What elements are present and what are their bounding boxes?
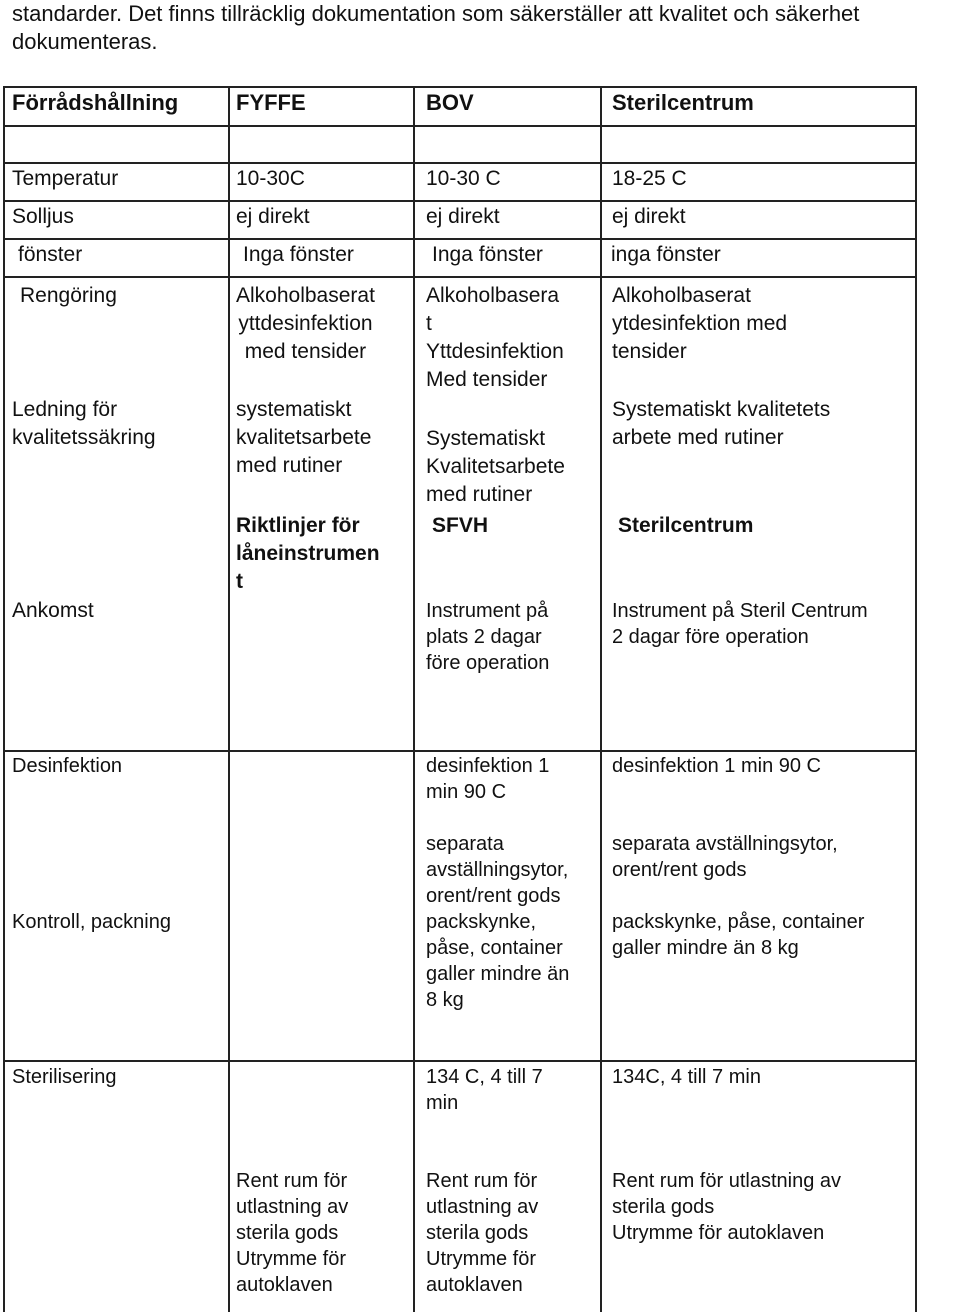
cell-sterilisering-bov: 134 C, 4 till 7 min bbox=[426, 1066, 543, 1114]
header-bov: BOV bbox=[426, 90, 474, 115]
row-label-ledning: Ledning för kvalitetssäkring bbox=[12, 398, 156, 449]
cell-fonster-steril: inga fönster bbox=[611, 243, 721, 266]
header-forradshallning: Förrådshållning bbox=[12, 90, 179, 115]
row-label-ankomst: Ankomst bbox=[12, 599, 94, 622]
header-fyffe: FYFFE bbox=[236, 90, 306, 115]
header-sterilcentrum: Sterilcentrum bbox=[612, 90, 754, 115]
cell-sfvh-bov: SFVH bbox=[432, 514, 489, 537]
cell-rum-steril: Rent rum för utlastning av sterila gods Utrymme för autoklaven bbox=[612, 1170, 841, 1244]
cell-rum-fyffe: Rent rum för utlastning av sterila gods Utrymme för autoklaven bbox=[236, 1170, 349, 1296]
cell-rengoring-bov: Alkoholbasera t Yttdesinfektion Med tensider bbox=[426, 284, 564, 391]
cell-rengoring-steril: Alkoholbaserat ytdesinfektion med tensider bbox=[612, 284, 788, 363]
cell-kontroll-bov: separata avställningsytor, orent/rent gods packskynke, påse, container galler mindre än 8 kg bbox=[426, 833, 570, 1011]
row-label-desinfektion: Desinfektion bbox=[12, 755, 123, 777]
cell-desinfektion-steril: desinfektion 1 min 90 C bbox=[612, 755, 822, 777]
cell-temperatur-bov: 10-30 C bbox=[426, 167, 501, 190]
cell-ledning-steril: Systematiskt kvalitetets arbete med rutiner bbox=[612, 398, 831, 449]
cell-kontroll-steril-b: packskynke, påse, container galler mindre än 8 kg bbox=[612, 911, 865, 959]
table-border bbox=[3, 86, 5, 1312]
cell-sterilisering-steril: 134C, 4 till 7 min bbox=[612, 1066, 761, 1088]
table-border bbox=[915, 86, 917, 1312]
table-border bbox=[3, 200, 917, 202]
table-border bbox=[3, 238, 917, 240]
cell-ankomst-bov: Instrument på plats 2 dagar före operation bbox=[426, 600, 550, 674]
table-border bbox=[3, 750, 917, 752]
cell-desinfektion-bov: desinfektion 1 min 90 C bbox=[426, 755, 550, 803]
table-border bbox=[3, 276, 917, 278]
row-label-rengoring: Rengöring bbox=[20, 284, 117, 307]
cell-riktlinjer-fyffe: Riktlinjer för låneinstrumen t bbox=[236, 514, 380, 593]
cell-kontroll-steril-a: separata avställningsytor, orent/rent gods bbox=[612, 833, 838, 881]
cell-temperatur-fyffe: 10-30C bbox=[236, 167, 305, 190]
table-border bbox=[3, 86, 917, 88]
cell-fonster-bov: Inga fönster bbox=[432, 243, 543, 266]
cell-solljus-bov: ej direkt bbox=[426, 205, 500, 228]
cell-fonster-fyffe: Inga fönster bbox=[243, 243, 354, 266]
cell-ledning-fyffe: systematiskt kvalitetsarbete med rutiner bbox=[236, 398, 372, 477]
row-label-temperatur: Temperatur bbox=[12, 167, 119, 190]
table-border bbox=[3, 162, 917, 164]
row-label-fonster: fönster bbox=[18, 243, 83, 266]
cell-solljus-steril: ej direkt bbox=[612, 205, 686, 228]
cell-rengoring-fyffe: Alkoholbaserat yttdesinfektion med tensider bbox=[236, 284, 375, 363]
table-border bbox=[3, 1060, 917, 1062]
row-label-solljus: Solljus bbox=[12, 205, 74, 228]
cell-sterilcentrum-sub: Sterilcentrum bbox=[618, 514, 754, 537]
cell-rum-bov: Rent rum för utlastning av sterila gods Utrymme för autoklaven bbox=[426, 1170, 539, 1296]
cell-ankomst-steril: Instrument på Steril Centrum 2 dagar före operation bbox=[612, 600, 868, 648]
cell-solljus-fyffe: ej direkt bbox=[236, 205, 310, 228]
intro-paragraph: standarder. Det finns tillräcklig dokumentation som säkerställer att kvalitet och säkerhet dokumenteras. bbox=[12, 1, 860, 54]
table-border bbox=[228, 86, 230, 1312]
row-label-kontroll: Kontroll, packning bbox=[12, 911, 171, 933]
cell-temperatur-steril: 18-25 C bbox=[612, 167, 687, 190]
cell-ledning-bov: Systematiskt Kvalitetsarbete med rutiner bbox=[426, 427, 565, 506]
table-border bbox=[600, 86, 602, 1312]
row-label-sterilisering: Sterilisering bbox=[12, 1066, 117, 1088]
table-border bbox=[3, 125, 917, 127]
table-border bbox=[413, 86, 415, 1312]
